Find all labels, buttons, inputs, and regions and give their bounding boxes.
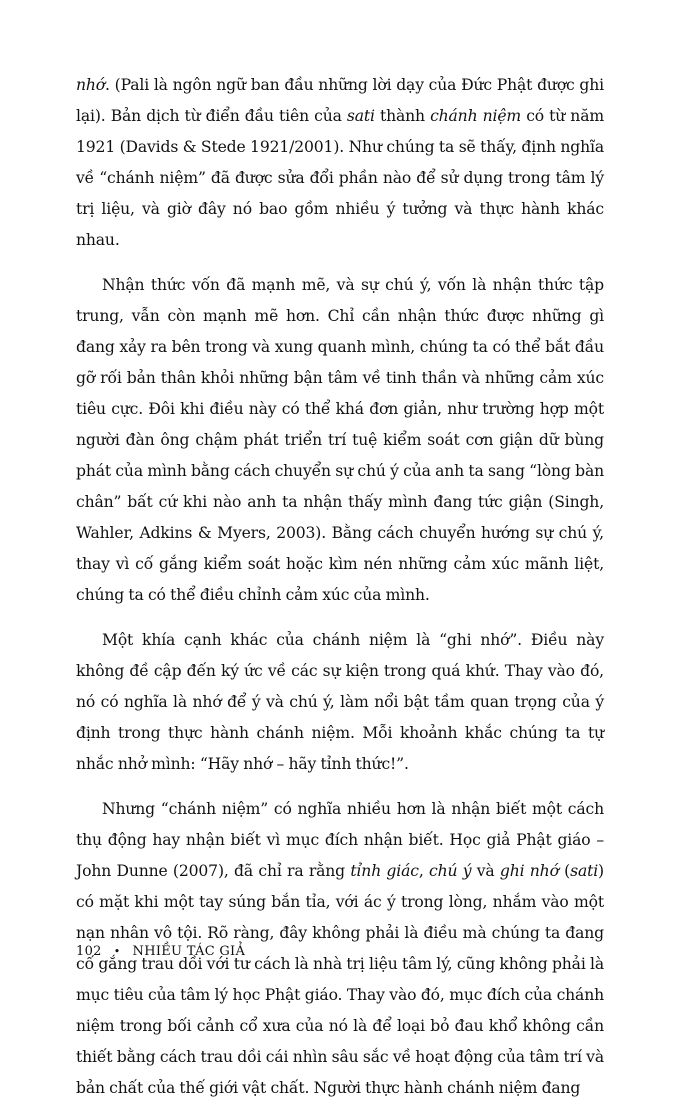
italic-term: chánh niệm (430, 107, 522, 125)
italic-term: sati (570, 862, 599, 880)
body-text (76, 70, 604, 1118)
italic-term: sati (346, 107, 375, 125)
text-run: và (471, 862, 500, 880)
italic-term: chú ý (429, 862, 472, 880)
text-run: có từ năm 1921 (Davids & Stede 1921/2001). Như chúng ta sẽ thấy, định nghĩa về “chánh niệm” đã được sửa đổi phần nào để sử dụng trong tâm lý trị liệu, và giờ đây nó bao gồm nhiều ý tưởng và thực hành khác nhau. (76, 107, 604, 249)
footer-separator: • (113, 945, 121, 958)
text-run: Nhưng “chánh niệm” có nghĩa nhiều hơn là nhận biết một cách thụ động hay nhận biết vì mục đích nhận biết. Học giả Phật giáo – John Dunne (2007), đã chỉ ra rằng (76, 800, 604, 880)
running-head: NHIỀU TÁC GIẢ (132, 944, 246, 959)
paragraph-3 (76, 625, 604, 780)
text-run: ) có mặt khi một tay súng bắn tỉa, với ác ý trong lòng, nhắm vào một nạn nhân vô tội. Rõ ràng, đây không phải là điều mà chúng ta đang cố gắng trau dồi với tư cách là nhà trị liệu tâm lý, cũng không phải là mục tiêu của tâm lý học Phật giáo. Thay vào đó, mục đích của chánh niệm trong bối cảnh cổ xưa của nó là để loại bỏ đau khổ không cần thiết bằng cách trau dồi cái nhìn sâu sắc về hoạt động của tâm trí và bản chất của thế giới vật chất. Người thực hành chánh niệm đang (76, 862, 604, 1097)
text-run: thành (374, 107, 431, 125)
text-run: Một khía cạnh khác của chánh niệm là “ghi nhớ”. Điều này không đề cập đến ký ức về các sự kiện trong quá khứ. Thay vào đó, nó có nghĩa là nhớ để ý và chú ý, làm nổi bật tầm quan trọng của ý định trong thực hành chánh niệm. Mỗi khoảnh khắc chúng ta tự nhắc nhở mình: “Hãy nhớ – hãy tỉnh thức!”. (76, 631, 604, 773)
page-number: 102 (76, 944, 102, 959)
italic-term: tỉnh giác (350, 862, 419, 880)
text-run: ( (558, 862, 571, 880)
paragraph-2 (76, 270, 604, 611)
text-run: , (418, 862, 429, 880)
page-footer (76, 944, 245, 959)
italic-term: ghi nhớ (499, 862, 559, 880)
text-run: Nhận thức vốn đã mạnh mẽ, và sự chú ý, vốn là nhận thức tập trung, vẫn còn mạnh mẽ hơn. Chỉ cần nhận thức được những gì đang xảy ra bên trong và xung quanh mình, chúng ta có thể bắt đầu gỡ rối bản thân khỏi những bận tâm về tinh thần và những cảm xúc tiêu cực. Đôi khi điều này có thể khá đơn giản, như trường hợp một người đàn ông chậm phát triển trí tuệ kiểm soát cơn giận dữ bùng phát của mình bằng cách chuyển sự chú ý của anh ta sang “lòng bàn chân” bất cứ khi nào anh ta nhận thấy mình đang tức giận (Singh, Wahler, Adkins & Myers, 2003). Bằng cách chuyển hướng sự chú ý, thay vì cố gắng kiểm soát hoặc kìm nén những cảm xúc mãnh liệt, chúng ta có thể điều chỉnh cảm xúc của mình. (76, 276, 604, 604)
italic-term: nhớ (76, 76, 106, 94)
paragraph-1 (76, 70, 604, 256)
text-run: . (Pali là ngôn ngữ ban đầu những lời dạy của Đức Phật được ghi lại). Bản dịch từ điển đầu tiên của (76, 76, 604, 125)
